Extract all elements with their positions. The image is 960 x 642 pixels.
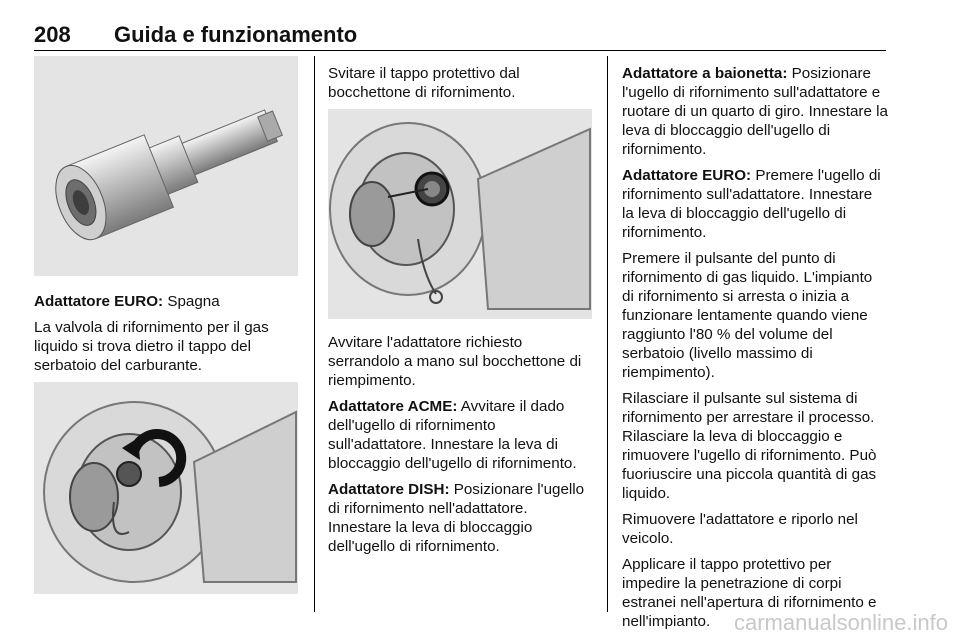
column-left bbox=[34, 56, 298, 594]
paragraph-press-button: Premere il pulsante del punto di rifornimento di gas liquido. L'impianto di rifornimento si arresta o inizia a funzionare lentamente quando viene raggiunto l'80 % del volume del serbatoio (livello massimo di riempimento). bbox=[622, 250, 873, 381]
adapter-drawing bbox=[34, 56, 298, 276]
page-header bbox=[34, 10, 886, 51]
paragraph-release-button: Rilasciare il pulsante sul sistema di rifornimento per arrestare il processo. Rilasciare la leva di bloccaggio e rimuovere l'ugello di rifornimento. Può fuoriuscire una piccola quantità di gas liquido. bbox=[622, 390, 877, 502]
filler-neck-drawing bbox=[328, 109, 592, 319]
paragraph-unscrew-cap: Svitare il tappo protettivo dal bocchettone di rifornimento. bbox=[328, 65, 520, 101]
paragraph-euro-adapter: Adattatore EURO: Premere l'ugello di rifornimento sull'adattatore. Innestare la leva di bloccaggio dell'ugello di rifornimento. bbox=[622, 167, 881, 241]
page-number: 208 bbox=[34, 22, 71, 47]
column-divider bbox=[607, 56, 608, 612]
paragraph-dish-adapter: Adattatore DISH: Posizionare l'ugello di rifornimento nell'adattatore. Innestare la leva di bloccaggio dell'ugello di rifornimento. bbox=[328, 481, 585, 555]
filler-flap-illustration bbox=[34, 382, 298, 594]
caption-euro-spain: Adattatore EURO: Spagna bbox=[34, 293, 220, 310]
paragraph-acme-adapter: Adattatore ACME: Avvitare il dado dell'ugello di rifornimento sull'adattatore. Innestare la leva di bloccaggio dell'ugello di rifornimento. bbox=[328, 398, 577, 472]
column-divider bbox=[314, 56, 315, 612]
paragraph-remove-adapter: Rimuovere l'adattatore e riporlo nel veicolo. bbox=[622, 511, 858, 547]
adapter-illustration bbox=[34, 56, 298, 276]
paragraph-apply-cap: Applicare il tappo protettivo per impedire la penetrazione di corpi estranei nell'apertura di rifornimento e nell'impianto. bbox=[622, 556, 877, 630]
filler-neck-illustration bbox=[328, 109, 592, 319]
paragraph-bayonet-adapter: Adattatore a baionetta: Posizionare l'ugello di rifornimento sull'adattatore e ruotare di un quarto di giro. Innestare la leva di bloccaggio dell'ugello di rifornimento. bbox=[622, 65, 888, 158]
column-middle bbox=[328, 64, 592, 563]
paragraph-valve-location: La valvola di rifornimento per il gas liquido si trova dietro il tappo del serbatoio del carburante. bbox=[34, 319, 269, 374]
section-title: Guida e funzionamento bbox=[114, 22, 358, 47]
filler-flap-drawing bbox=[34, 382, 298, 594]
paragraph-screw-adapter: Avvitare l'adattatore richiesto serrandolo a mano sul bocchettone di riempimento. bbox=[328, 334, 582, 389]
column-right bbox=[622, 64, 888, 638]
watermark: carmanualsonline.info bbox=[733, 610, 948, 635]
